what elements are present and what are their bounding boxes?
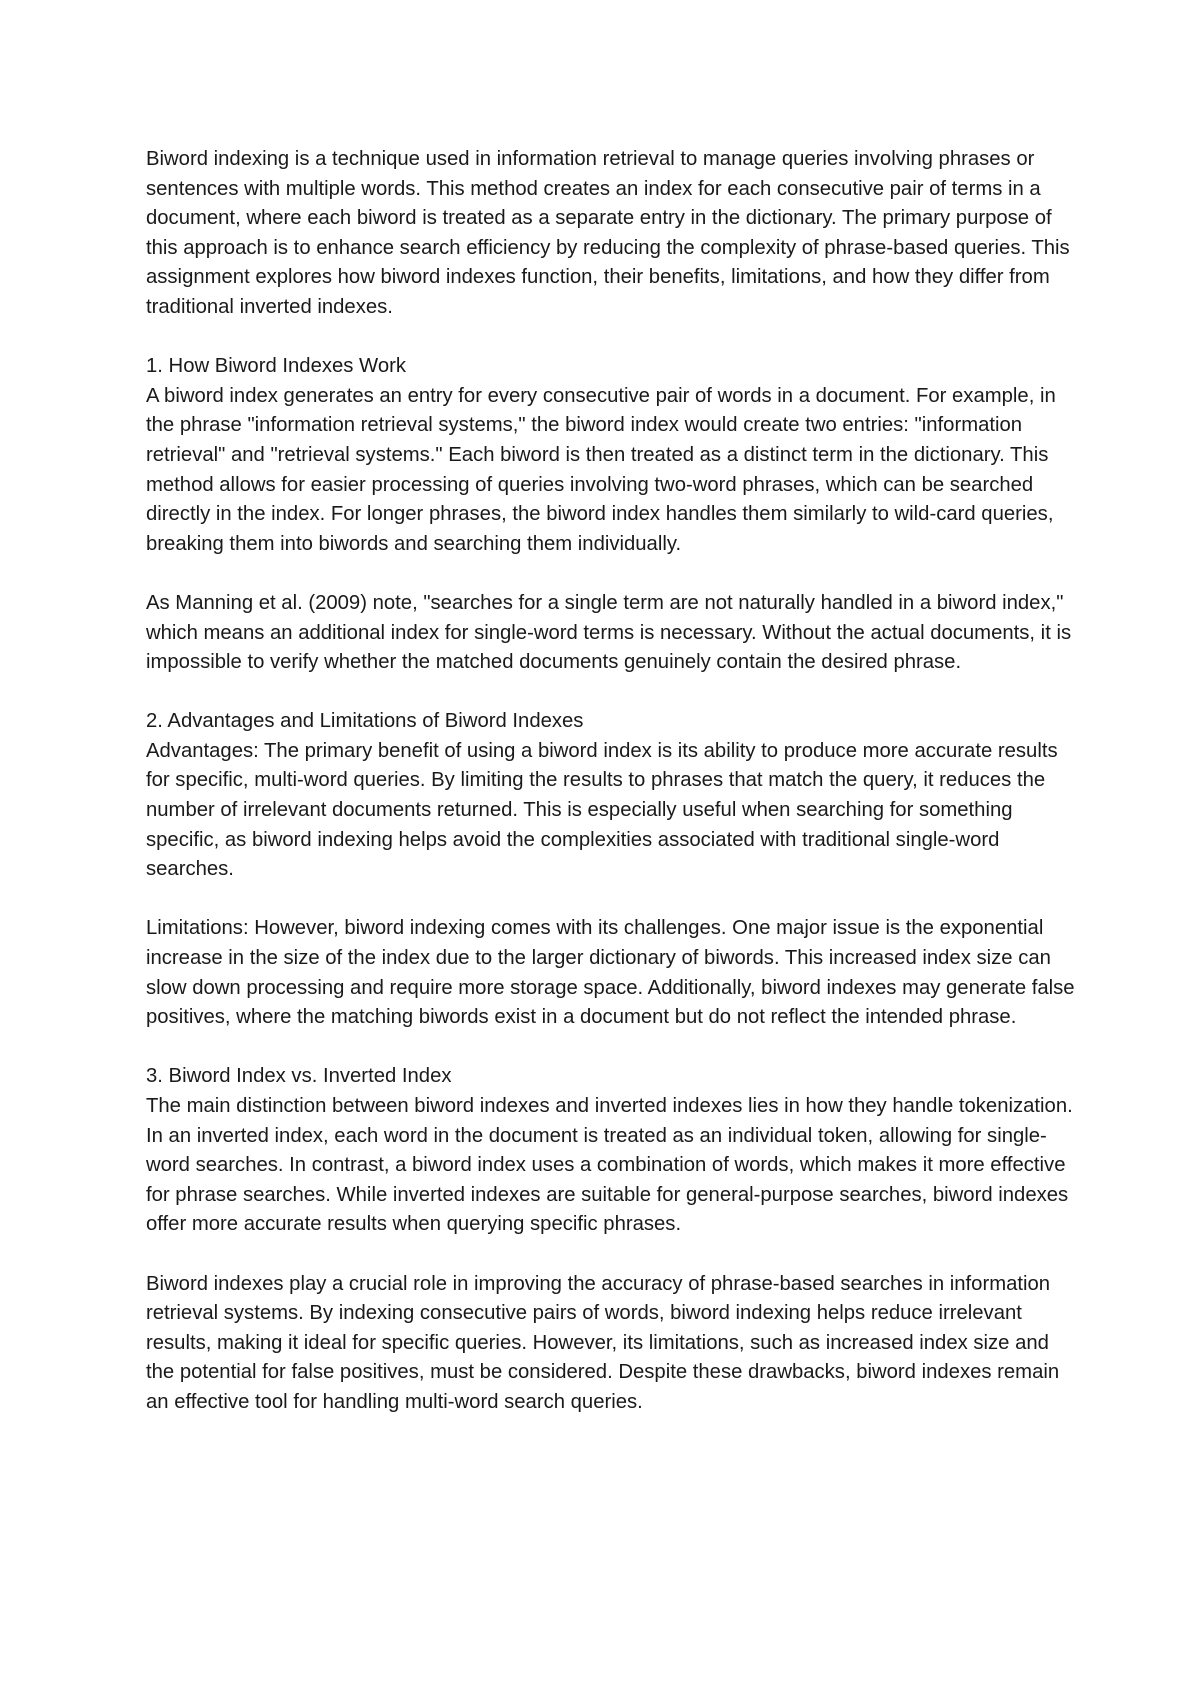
section-biword-vs-inverted (146, 1062, 1076, 1240)
section-how-biword-indexes-work (146, 352, 1076, 559)
section-advantages-limitations (146, 707, 1076, 885)
conclusion-paragraph: Biword indexes play a crucial role in improving the accuracy of phrase-based searches in information retrieval systems. By indexing consecutive pairs of words, biword indexing helps reduce irrelevant results, making it ideal for specific queries. However, its limitations, such as increased index size and the potential for false positives, must be considered. Despite these drawbacks, biword indexes remain an effective tool for handling multi-word search queries. (146, 1272, 1060, 1413)
manning-quote-paragraph: As Manning et al. (2009) note, "searches for a single term are not naturally handled in a biword index," which means an additional index for single-word terms is necessary. Without the actual documents, it is impossible to verify whether the matched documents genuinely contain the desired phrase. (146, 591, 1072, 674)
section-paragraph: A biword index generates an entry for every consecutive pair of words in a document. For example, in the phrase "information retrieval systems," the biword index would create two entries: "information retrieval" and "retrieval systems." Each biword is then treated as a distinct term in the dictionary. This method allows for easier processing of queries involving two-word phrases, which can be searched directly in the index. For longer phrases, the biword index handles them similarly to wild-card queries, breaking them into biwords and searching them individually. (146, 384, 1056, 555)
section-paragraph: The main distinction between biword indexes and inverted indexes lies in how they handle tokenization. In an inverted index, each word in the document is treated as an individual token, allowing for single-word searches. In contrast, a biword index uses a combination of words, which makes it more effective for phrase searches. While inverted indexes are suitable for general-purpose searches, biword indexes offer more accurate results when querying specific phrases. (146, 1095, 1073, 1236)
intro-paragraph: Biword indexing is a technique used in information retrieval to manage queries involving phrases or sentences with multiple words. This method creates an index for each consecutive pair of terms in a document, where each biword is treated as a separate entry in the dictionary. The primary purpose of this approach is to enhance search efficiency by reducing the complexity of phrase-based queries. This assignment explores how biword indexes function, their benefits, limitations, and how they differ from traditional inverted indexes. (146, 148, 1070, 318)
document-body (146, 145, 1076, 1418)
section-heading: 1. How Biword Indexes Work (146, 355, 407, 378)
advantages-paragraph: Advantages: The primary benefit of using a biword index is its ability to produce more accurate results for specific, multi-word queries. By limiting the results to phrases that match the query, it reduces the number of irrelevant documents returned. This is especially useful when searching for something specific, as biword indexing helps avoid the complexities associated with traditional single-word searches. (146, 739, 1058, 881)
section-heading: 2. Advantages and Limitations of Biword Indexes (146, 710, 584, 733)
section-heading: 3. Biword Index vs. Inverted Index (146, 1065, 452, 1088)
limitations-paragraph: Limitations: However, biword indexing comes with its challenges. One major issue is the exponential increase in the size of the index due to the larger dictionary of biwords. This increased index size can slow down processing and require more storage space. Additionally, biword indexes may generate false positives, where the matching biwords exist in a document but do not reflect the intended phrase. (146, 917, 1075, 1029)
